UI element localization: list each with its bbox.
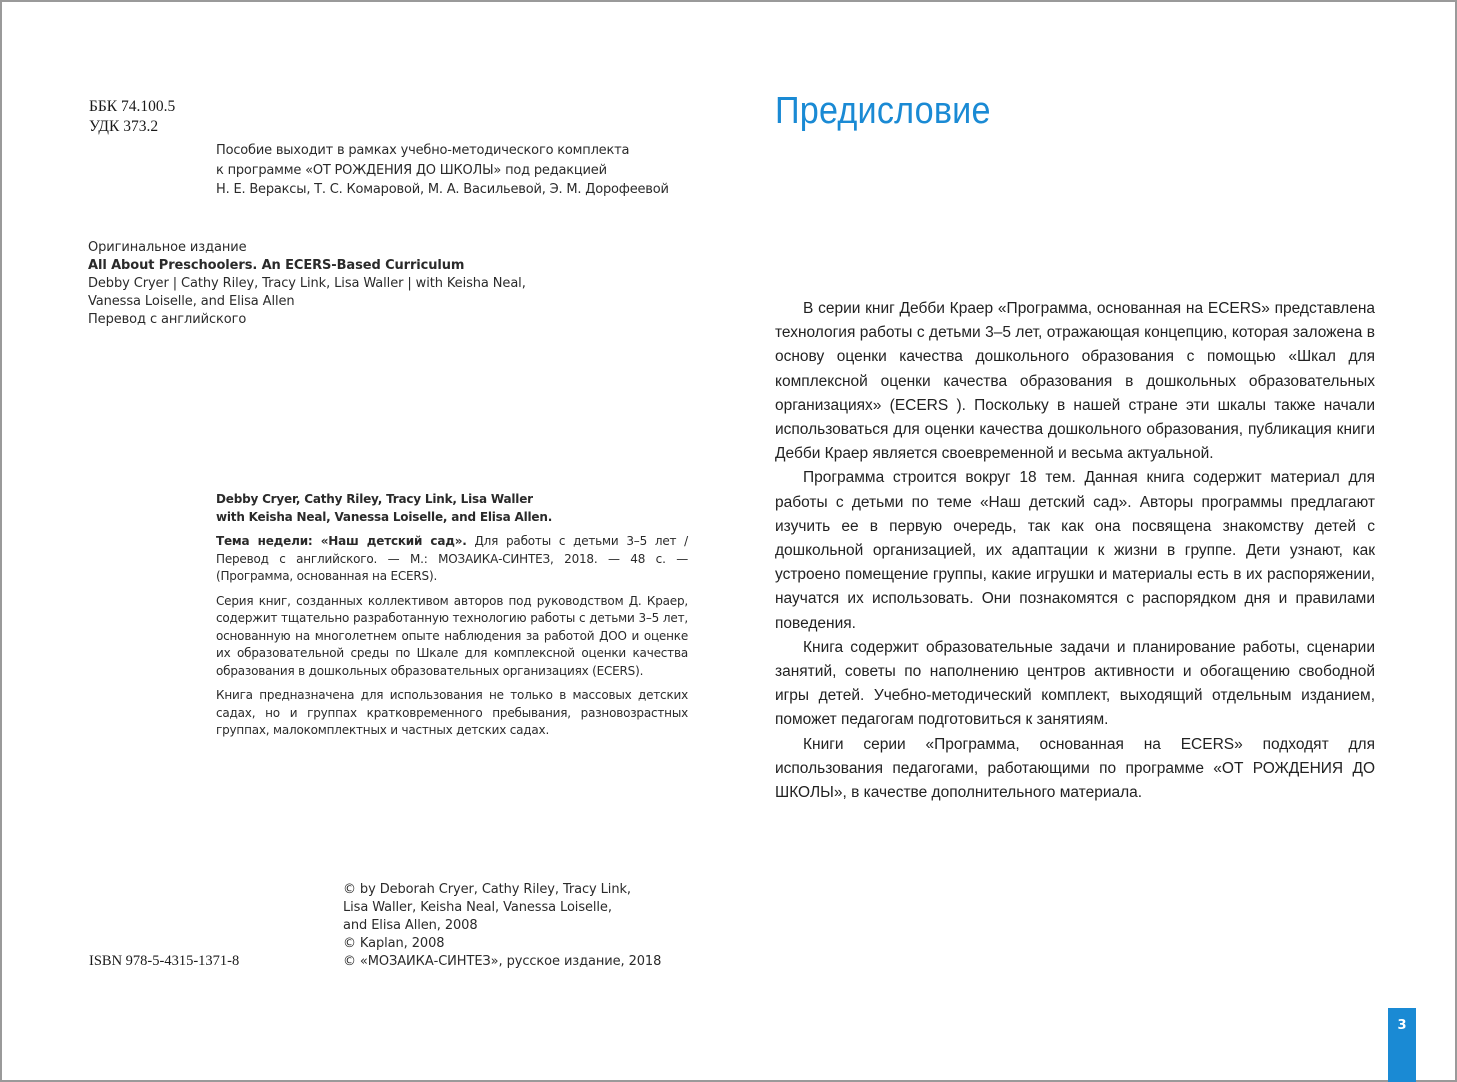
- page-number: 3: [1397, 1018, 1407, 1033]
- page-title: Предисловие: [775, 90, 991, 132]
- preface-paragraph: Программа строится вокруг 18 тем. Данная книга содержит материал для работы с детьми по теме «Наш детский сад». Авторы программы предлагают изучить ее в первую очередь, так как она посвящена знакомству детей с дошкольной организацией, их адаптации к жизни в группе. Дети узнают, как устроено помещение группы, какие игрушки и материалы есть в их распоряжении, научатся их использовать. Они познакомятся с распорядком дня и правилами поведения.: [775, 469, 1375, 632]
- series-note-line: Пособие выходит в рамках учебно-методического комплекта: [216, 143, 630, 158]
- copyright-line: © «МОЗАИКА-СИНТЕЗ», русское издание, 2018: [343, 954, 662, 969]
- catalog-imprint: Для работы с детьми 3–5 лет / Перевод с английского. — М.: МОЗАИКА-СИНТЕЗ, 2018. — 48 с. — (Программа, основанная на ECERS).: [216, 534, 688, 583]
- isbn: ISBN 978-5-4315-1371-8: [89, 953, 240, 969]
- copyright-line: © by Deborah Cryer, Cathy Riley, Tracy Link,: [343, 882, 631, 897]
- preface-paragraph: Книги серии «Программа, основанная на ECERS» подходят для использования педагогами, работающими по программе «ОТ РОЖДЕНИЯ ДО ШКОЛЫ», в качестве дополнительного материала.: [775, 735, 1375, 802]
- original-authors: Debby Cryer | Cathy Riley, Tracy Link, Lisa Waller | with Keisha Neal,: [88, 276, 526, 291]
- copyright-block: [343, 881, 661, 971]
- classification-codes: [89, 97, 175, 137]
- series-note-line: Н. Е. Вераксы, Т. С. Комаровой, М. А. Васильевой, Э. М. Дорофеевой: [216, 182, 669, 197]
- series-note: [216, 141, 669, 200]
- original-authors: Vanessa Loiselle, and Elisa Allen: [88, 294, 295, 309]
- preface-paragraph: Книга содержит образовательные задачи и планирование работы, сценарии занятий, советы по наполнению центров активности и обогащению свободной игры детей. Учебно-методический комплект, выходящий отдельным изданием, поможет педагогам подготовиться к занятиям.: [775, 638, 1375, 729]
- catalog-title-entry: [216, 533, 688, 586]
- catalog-title: Тема недели: «Наш детский сад».: [216, 534, 467, 548]
- preface-body: [775, 297, 1375, 805]
- catalog-authors: [216, 491, 688, 526]
- udk-code: УДК 373.2: [89, 118, 159, 135]
- catalog-audience: Книга предназначена для использования не только в массовых детских садах, но и группах кратковременного пребывания, разновозрастных группах, малокомплектных и частных детских садах.: [216, 688, 688, 737]
- catalog-authors-line: with Keisha Neal, Vanessa Loiselle, and Elisa Allen.: [216, 509, 553, 524]
- copyright-line: © Kaplan, 2008: [343, 936, 445, 951]
- original-edition: [88, 239, 526, 329]
- translation-note: Перевод с английского: [88, 312, 247, 327]
- bbk-code: ББК 74.100.5: [89, 98, 176, 115]
- copyright-line: and Elisa Allen, 2008: [343, 918, 478, 933]
- catalog-authors-line: Debby Cryer, Cathy Riley, Tracy Link, Lisa Waller: [216, 492, 533, 506]
- preface-paragraph: В серии книг Дебби Краер «Программа, основанная на ECERS» представлена технология работы с детьми 3–5 лет, отражающая концепцию, которая заложена в основу оценки качества дошкольного образования с помощью «Шкал для комплексной оценки качества образования в дошкольных образовательных организациях» (ECERS ). Поскольку в нашей стране эти шкалы также начали использоваться для оценки качества дошкольного образования, публикация книги Дебби Краер является своевременной и весьма актуальной.: [775, 300, 1375, 463]
- original-title: All About Preschoolers. An ECERS-Based Curriculum: [88, 258, 465, 273]
- original-edition-label: Оригинальное издание: [88, 240, 247, 255]
- copyright-line: Lisa Waller, Keisha Neal, Vanessa Loiselle,: [343, 900, 612, 915]
- catalog-description: Серия книг, созданных коллективом авторов под руководством Д. Краер, содержит тщательно разработанную технологию работы с детьми 3–5 лет, основанную на многолетнем опыте наблюдения за работой ДОО и оценке их образовательной среды по Шкале для комплексной оценки качества образования в дошкольных образовательных организациях (ECERS).: [216, 593, 688, 678]
- page-number-tab: [1388, 1008, 1416, 1082]
- series-note-line: к программе «ОТ РОЖДЕНИЯ ДО ШКОЛЫ» под редакцией: [216, 162, 607, 178]
- catalog-card: [216, 491, 688, 747]
